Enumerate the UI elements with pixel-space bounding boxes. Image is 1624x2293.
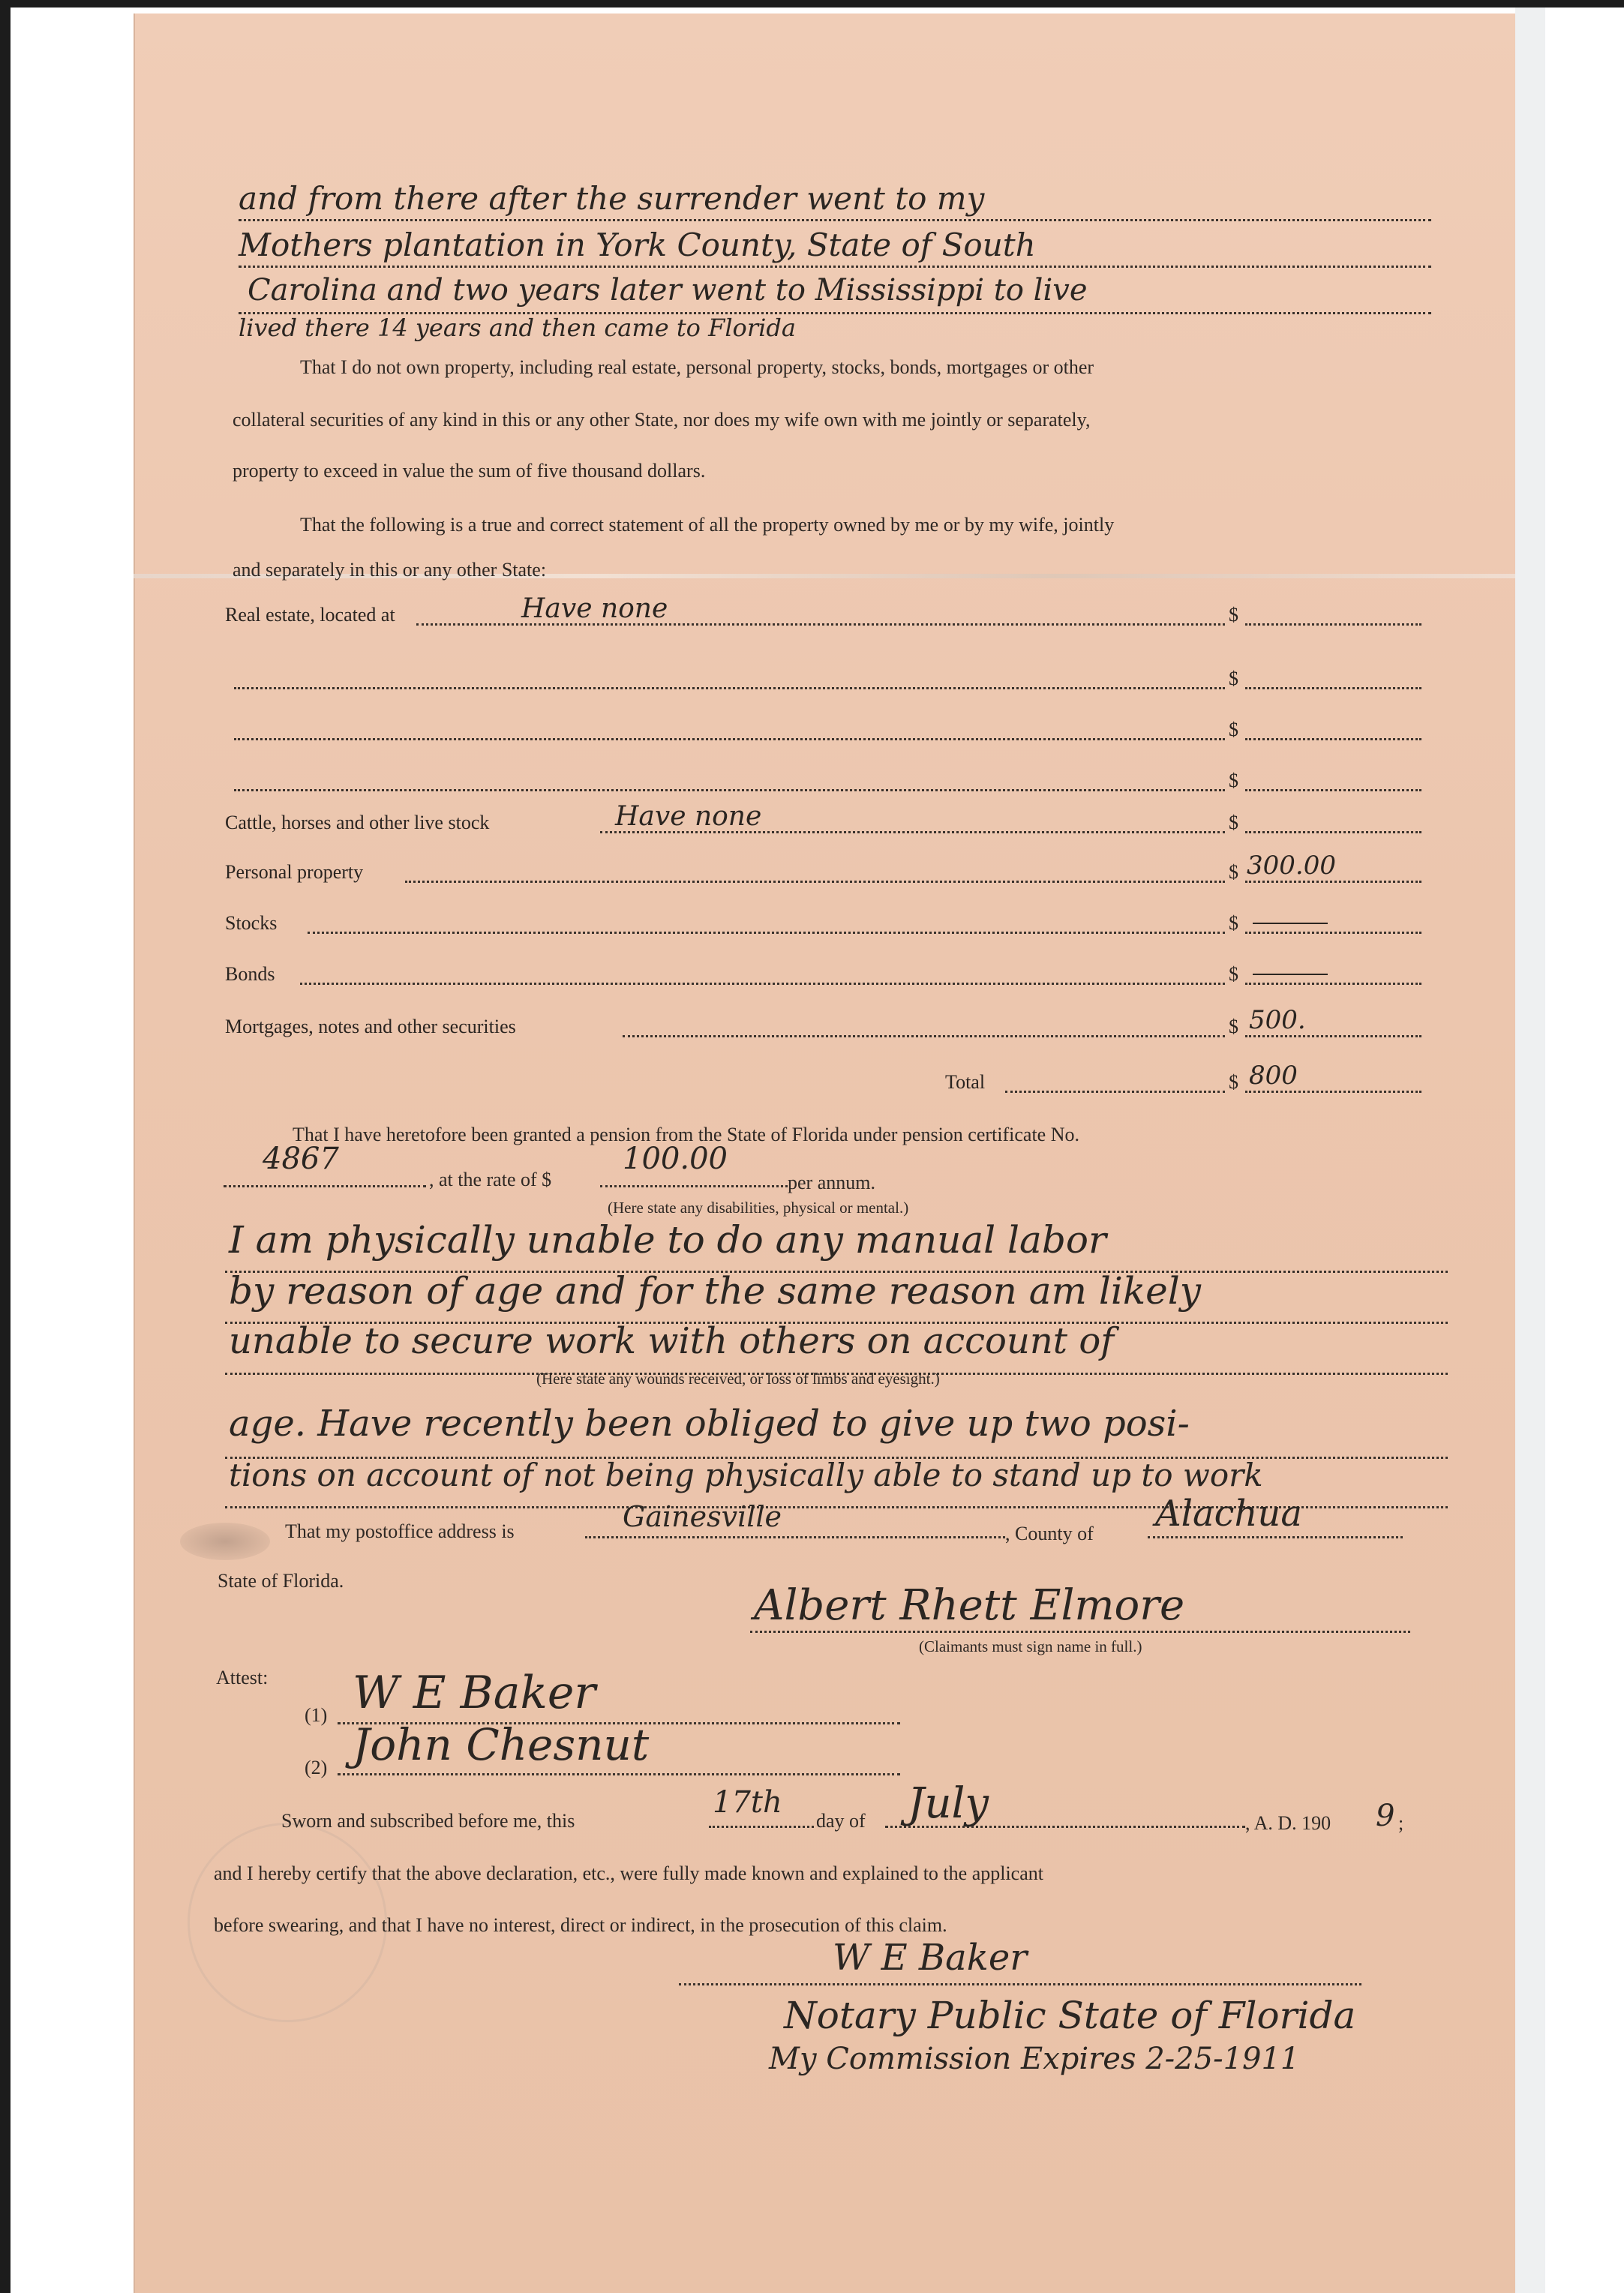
total-label: Total: [945, 1071, 986, 1093]
property-paragraph-line-1: That I do not own property, including real estate, personal property, stocks, bonds, mortgages or other: [300, 356, 1094, 378]
certify-line-2: before swearing, and that I have no interest, direct or indirect, in the prosecution of this claim.: [214, 1914, 947, 1936]
attest-label: Attest:: [216, 1667, 269, 1688]
state-of-florida: State of Florida.: [218, 1570, 344, 1592]
row-personal-property: Personal property $ 300.00: [225, 861, 1425, 891]
handwritten-line-2: Mothers plantation in York County, State of South: [239, 227, 1036, 263]
row-blank-3: $: [225, 770, 1425, 800]
disability-line-2: by reason of age and for the same reason am likely: [229, 1269, 1201, 1313]
pension-rate-label: , at the rate of $: [429, 1169, 552, 1190]
witness-2-signature: John Chesnut: [353, 1719, 650, 1770]
claimant-signature: Albert Rhett Elmore: [754, 1581, 1185, 1630]
wounds-line-2: tions on account of not being physically able to stand up to work: [229, 1457, 1263, 1493]
sworn-day: 17th: [713, 1785, 782, 1820]
handwritten-line-1: and from there after the surrender went to my: [239, 180, 985, 217]
row-blank-2: $: [225, 719, 1425, 749]
mortgages-label: Mortgages, notes and other securities: [225, 1016, 516, 1037]
property-paragraph-line-3: property to exceed in value the sum of five thousand dollars.: [233, 460, 706, 482]
scan-left-edge: [0, 0, 11, 2293]
wounds-note: (Here state any wounds received, or loss of limbs and eyesight.): [536, 1370, 940, 1388]
cattle-label: Cattle, horses and other live stock: [225, 812, 490, 833]
sworn-month: July: [908, 1779, 989, 1828]
bonds-dash: [1253, 974, 1328, 975]
day-of-label: day of: [816, 1810, 866, 1832]
disability-line-1: I am physically unable to do any manual labor: [229, 1218, 1106, 1262]
pension-text: That I have heretofore been granted a pension from the State of Florida under pension certificate No.: [293, 1124, 1079, 1145]
property-paragraph-line-2: collateral securities of any kind in this or any other State, nor does my wife own with me jointly or separately,: [233, 409, 1091, 431]
disability-line-3: unable to secure work with others on account of: [229, 1320, 1114, 1362]
bonds-label: Bonds: [225, 963, 275, 985]
witness-1-signature: W E Baker: [353, 1667, 596, 1719]
ink-stain: [180, 1523, 270, 1560]
row-bonds: Bonds $: [225, 963, 1425, 993]
notary-commission: My Commission Expires 2-25-1911: [769, 2042, 1300, 2076]
row-real-estate: Real estate, located at Have none $: [225, 604, 1425, 634]
per-annum: per annum.: [788, 1172, 875, 1193]
stocks-label: Stocks: [225, 912, 278, 934]
total-value: 800: [1249, 1061, 1298, 1091]
pension-rate: 100.00: [623, 1142, 728, 1176]
certify-line-1: and I hereby certify that the above declaration, etc., were fully made known and explained to the applicant: [214, 1862, 1043, 1884]
row-mortgages: Mortgages, notes and other securities $ 500.: [225, 1016, 1425, 1046]
personal-property-value: 300.00: [1247, 851, 1336, 881]
cattle-value: Have none: [615, 801, 762, 832]
attest-number-1: (1): [305, 1704, 328, 1726]
sworn-year-digit: 9: [1376, 1799, 1395, 1833]
stocks-dash: [1253, 923, 1328, 924]
personal-property-label: Personal property: [225, 861, 364, 883]
notary-signature: W E Baker: [833, 1937, 1028, 1979]
row-total: Total $ 800: [225, 1071, 1425, 1101]
pension-certificate-no: 4867: [263, 1142, 339, 1176]
real-estate-label: Real estate, located at: [225, 604, 395, 626]
row-stocks: Stocks $: [225, 912, 1425, 942]
address-label: That my postoffice address is: [285, 1520, 515, 1542]
row-cattle: Cattle, horses and other live stock Have none $: [225, 812, 1425, 842]
mortgages-value: 500.: [1249, 1005, 1306, 1035]
row-blank-1: $: [225, 668, 1425, 698]
handwritten-line-3: Carolina and two years later went to Mississippi to live: [248, 273, 1088, 308]
sworn-text: Sworn and subscribed before me, this: [281, 1810, 575, 1832]
ad-label: , A. D. 190: [1245, 1812, 1331, 1834]
county-label: , County of: [1005, 1523, 1094, 1544]
real-estate-value: Have none: [521, 593, 668, 624]
handwritten-line-4: lived there 14 years and then came to Florida: [239, 314, 796, 342]
scan-right-margin: [1515, 8, 1545, 2293]
statement-paragraph-line-2: and separately in this or any other State:: [233, 559, 547, 581]
sworn-semicolon: ;: [1398, 1812, 1404, 1834]
disabilities-note: (Here state any disabilities, physical or mental.): [608, 1199, 909, 1217]
statement-paragraph-line-1: That the following is a true and correct statement of all the property owned by me or by my wife, jointly: [300, 514, 1115, 536]
address-county: Alachua: [1155, 1493, 1302, 1535]
notary-title: Notary Public State of Florida: [784, 1994, 1356, 2037]
attest-number-2: (2): [305, 1757, 328, 1778]
address-city: Gainesville: [623, 1500, 782, 1533]
scan-top-edge: [0, 0, 1624, 8]
claimant-note: (Claimants must sign name in full.): [919, 1637, 1142, 1655]
wounds-line-1: age. Have recently been obliged to give up two posi-: [229, 1403, 1190, 1445]
